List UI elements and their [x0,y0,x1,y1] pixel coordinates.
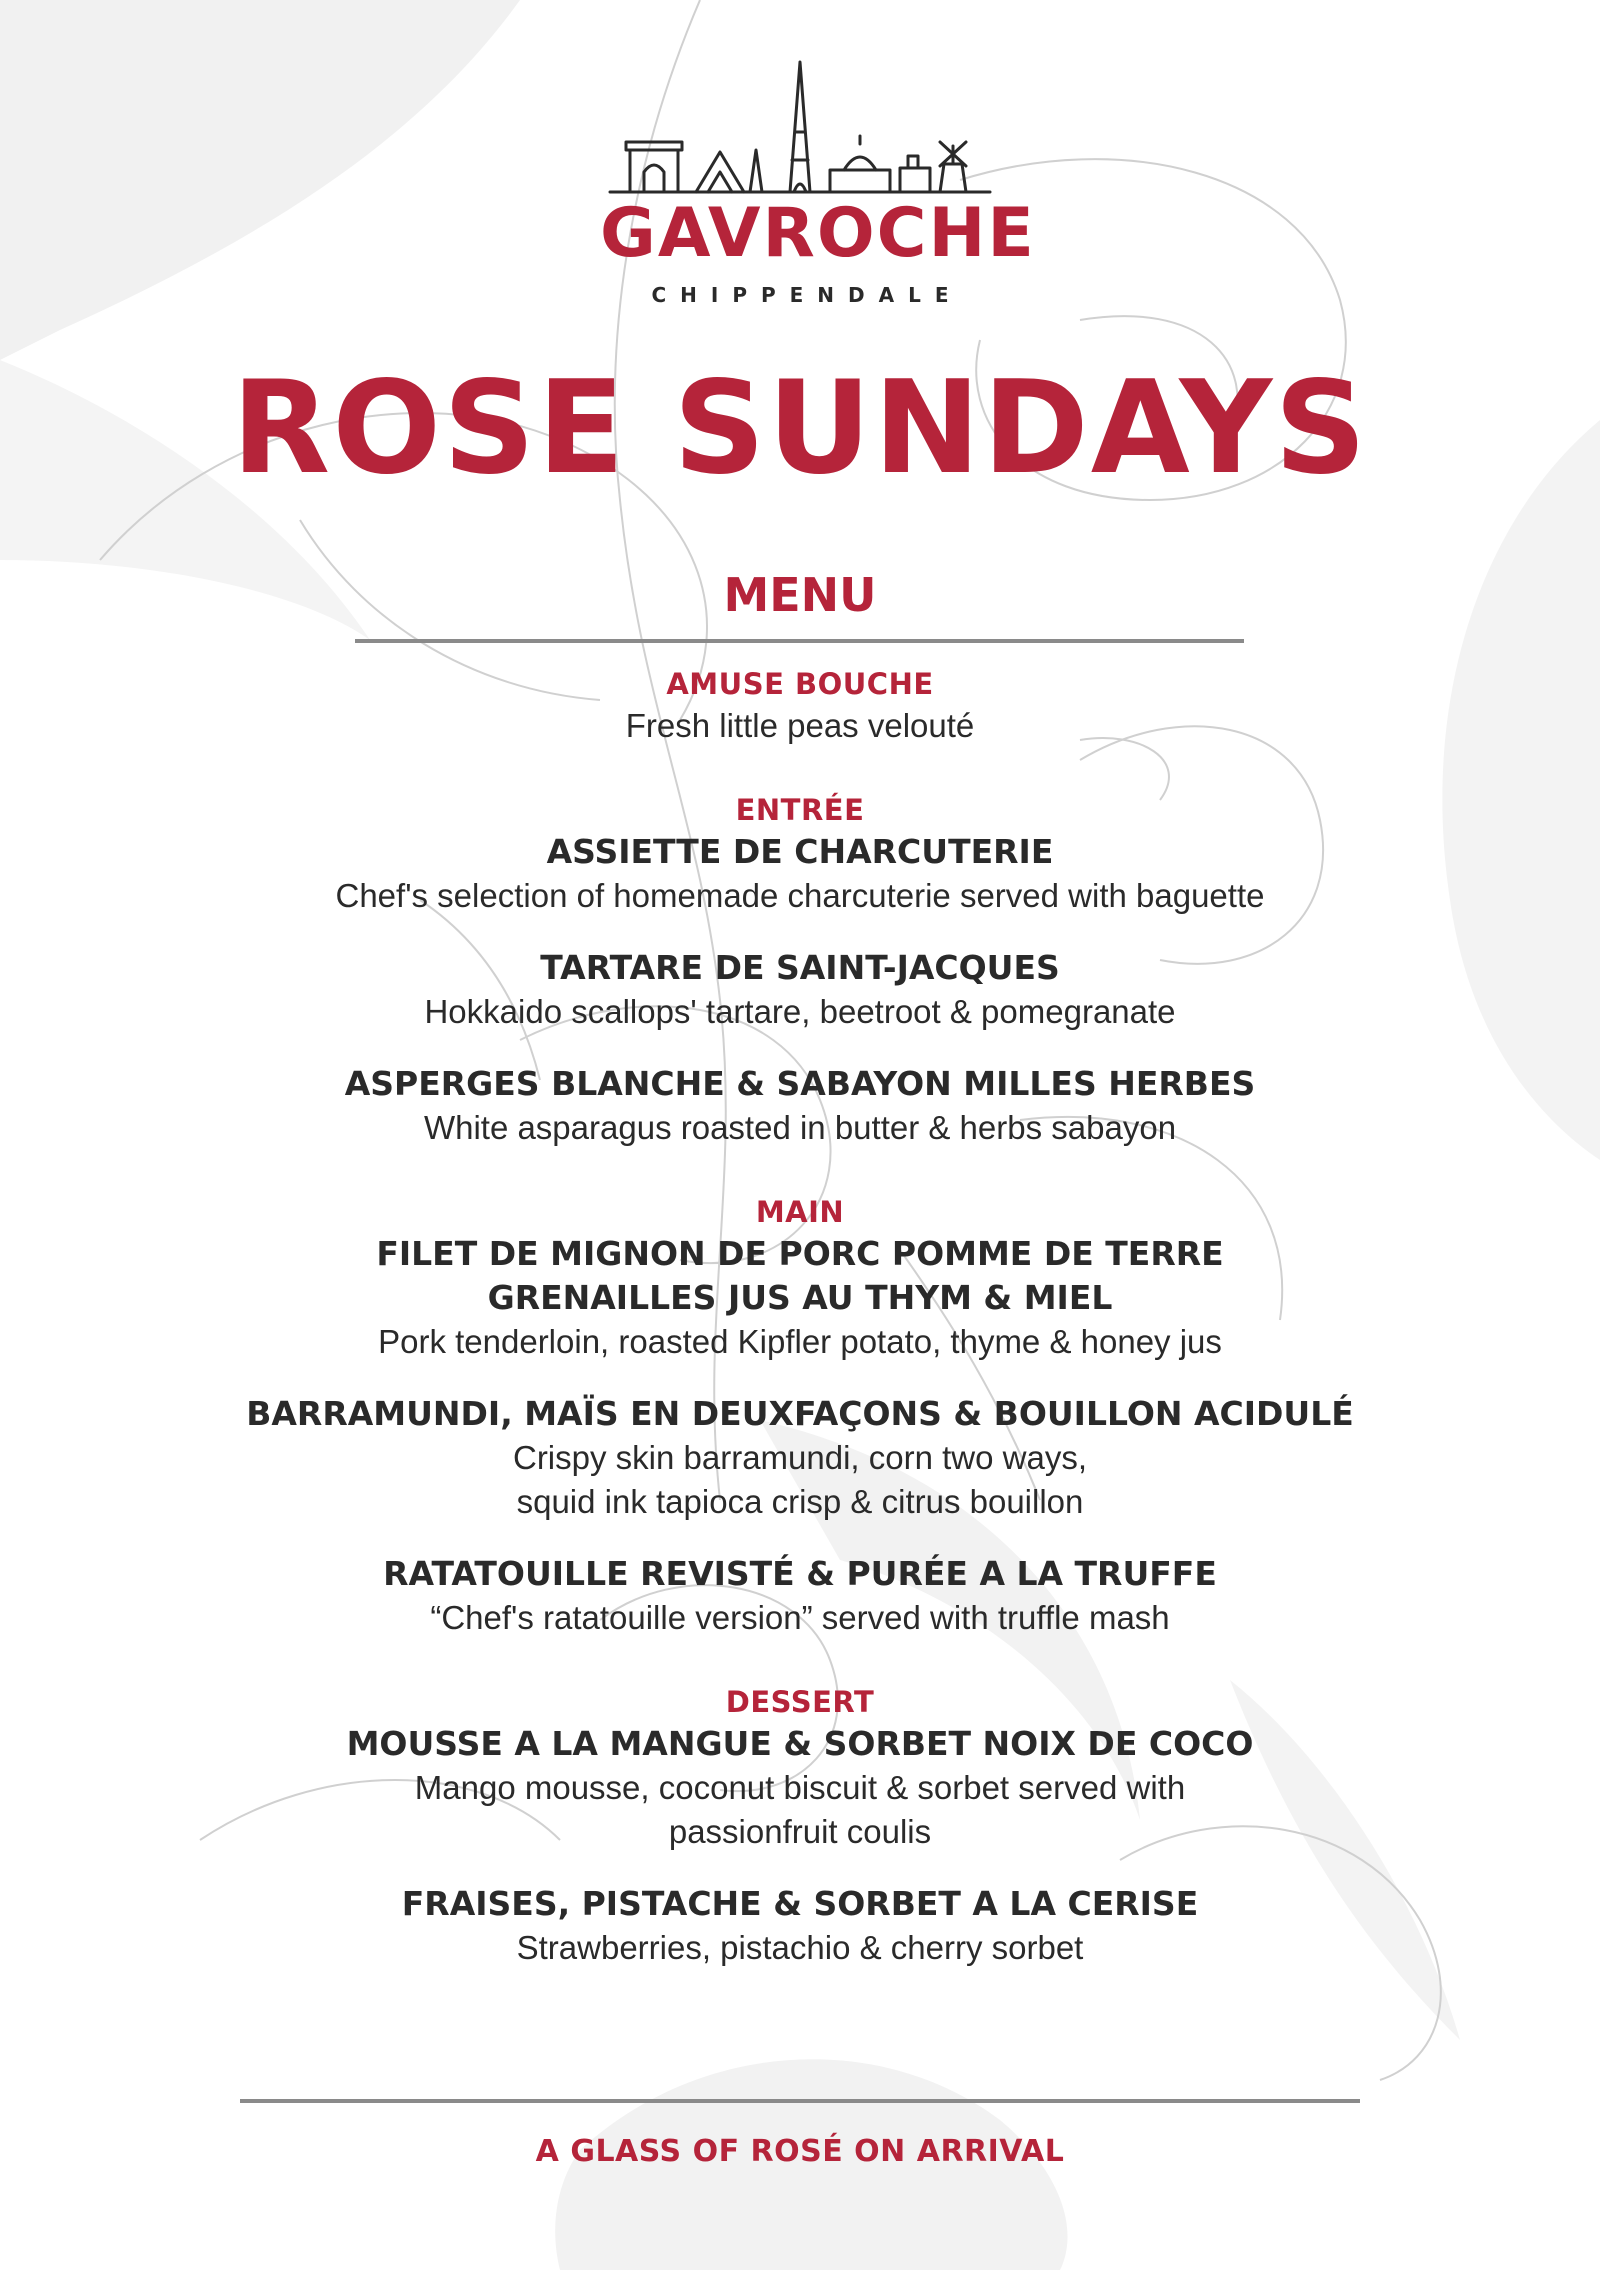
dish-description: Pork tenderloin, roasted Kipfler potato, thyme & honey jus [378,1323,1222,1360]
course-label-amuse: AMUSE BOUCHE [666,667,934,701]
dish-description: Fresh little peas velouté [625,707,975,744]
dish-description: “Chef's ratatouille version” served with truffle mash [430,1599,1170,1636]
dish-name: BARRAMUNDI, MAÏS EN DEUXFAÇONS & BOUILLON ACIDULÉ [246,1394,1354,1433]
divider-bottom [240,2099,1360,2103]
course-label-entree: ENTRÉE [735,793,865,827]
dish-name: FRAISES, PISTACHE & SORBET A LA CERISE [401,1884,1199,1923]
dish-name: GRENAILLES JUS AU THYM & MIEL [487,1278,1113,1317]
course-label-main: MAIN [755,1195,845,1229]
restaurant-logo [600,60,1036,320]
course-label-dessert: DESSERT [725,1685,875,1719]
dish-name: ASPERGES BLANCHE & SABAYON MILLES HERBES [344,1064,1256,1103]
dish-name: RATATOUILLE REVISTÉ & PURÉE A LA TRUFFE [383,1554,1217,1593]
dish-name: MOUSSE A LA MANGUE & SORBET NOIX DE COCO [346,1724,1254,1763]
menu-content [0,664,1600,1970]
divider-top [355,639,1244,643]
dish-name: ASSIETTE DE CHARCUTERIE [546,832,1054,871]
brand-location: CHIPPENDALE [651,283,963,307]
dish-description: Strawberries, pistachio & cherry sorbet [516,1929,1084,1966]
dish-description: Hokkaido scallops' tartare, beetroot & pomegranate [424,993,1176,1030]
dish-name: TARTARE DE SAINT-JACQUES [540,948,1060,987]
brand-name: GAVROCHE [600,194,1036,273]
page-title: ROSE SUNDAYS [231,354,1369,503]
dish-description: Mango mousse, coconut biscuit & sorbet served with [414,1769,1186,1806]
menu-heading: MENU [723,568,877,622]
footer-note: A GLASS OF ROSÉ ON ARRIVAL [535,2134,1065,2169]
paris-skyline-icon [600,60,1000,200]
dish-description: Chef's selection of homemade charcuterie served with baguette [335,877,1265,914]
dish-description: squid ink tapioca crisp & citrus bouillon [516,1483,1084,1520]
dish-description: White asparagus roasted in butter & herbs sabayon [423,1109,1177,1146]
dish-description: Crispy skin barramundi, corn two ways, [512,1439,1088,1476]
dish-description: passionfruit coulis [668,1813,932,1850]
dish-name: FILET DE MIGNON DE PORC POMME DE TERRE [376,1234,1224,1273]
